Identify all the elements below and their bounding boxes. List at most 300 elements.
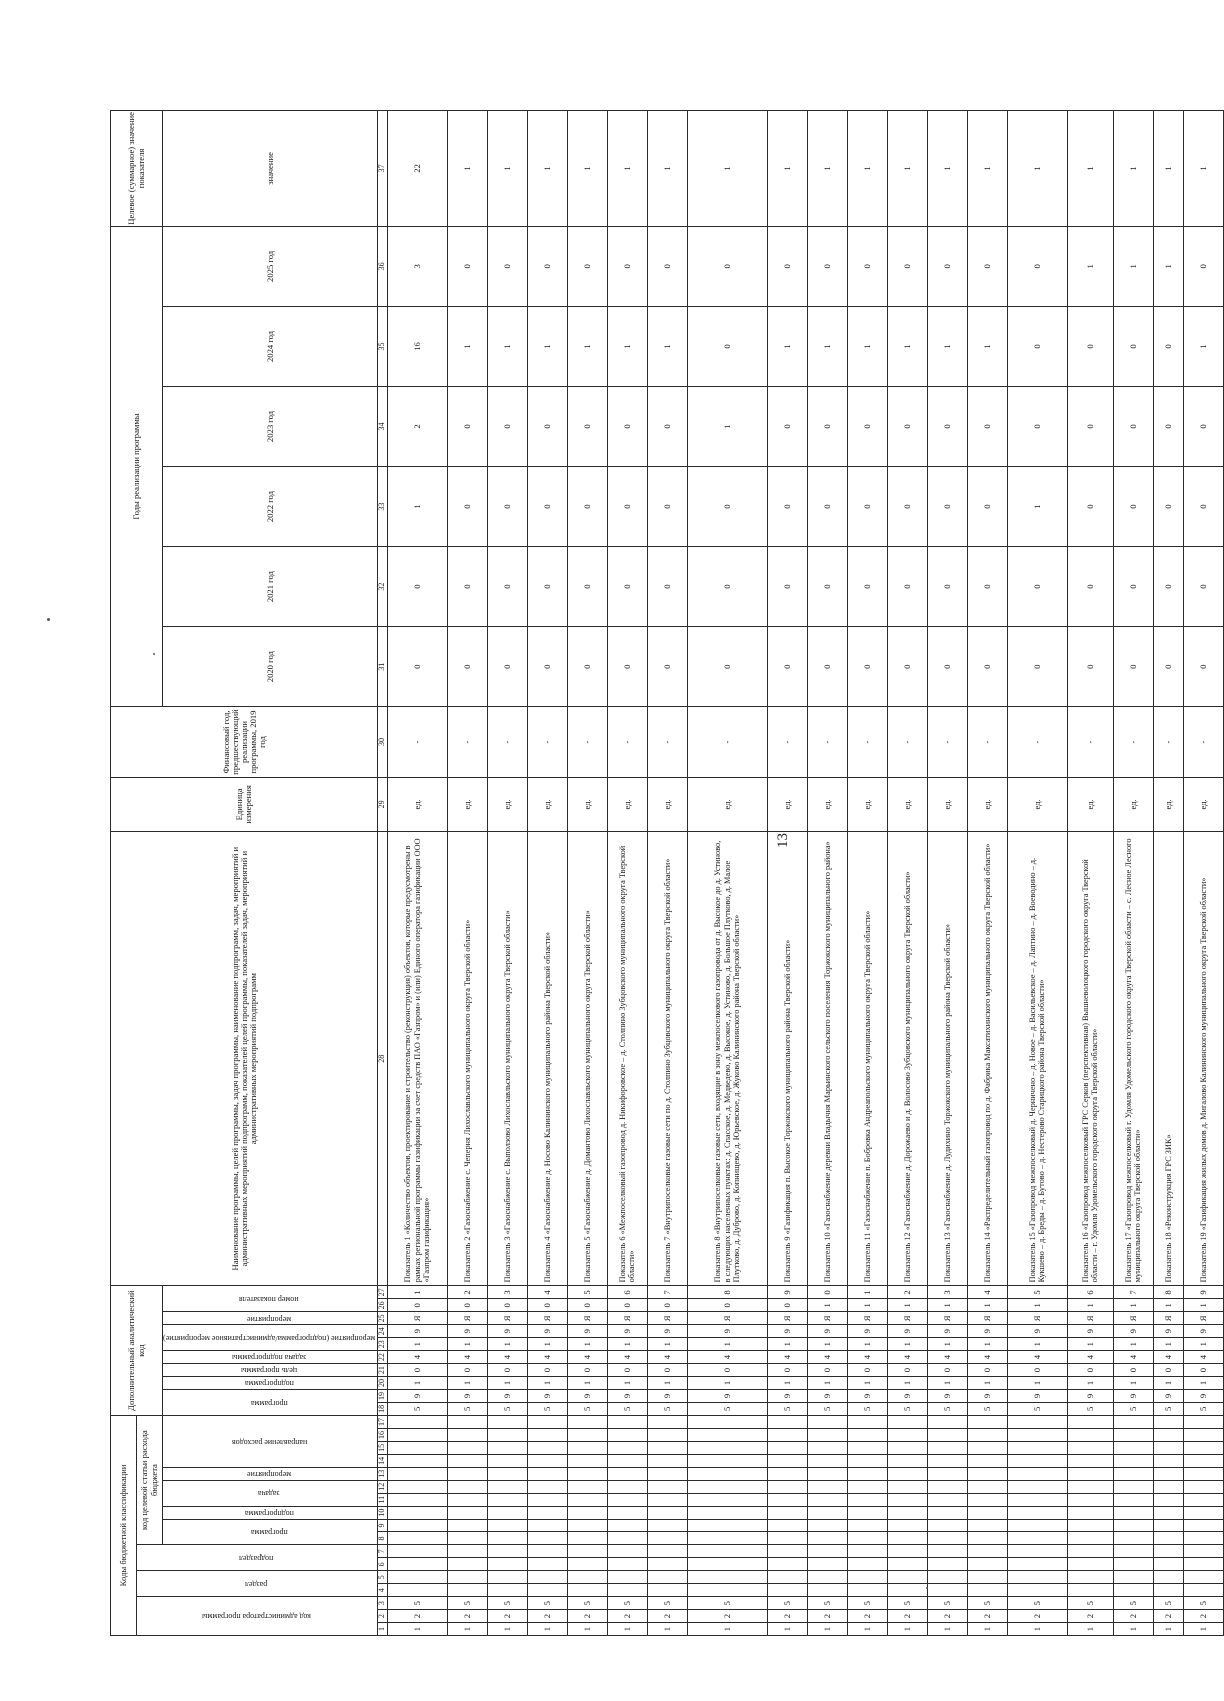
extra-code-digit: 5: [687, 1402, 767, 1415]
year-value-cell: 0: [607, 387, 647, 467]
extra-code-digit: 1: [1183, 1338, 1223, 1351]
extra-code-digit: 0: [807, 1286, 847, 1299]
target-total-cell: 22: [387, 111, 447, 227]
empty-code-cell: [847, 1532, 887, 1545]
extra-code-digit: 1: [527, 1377, 567, 1390]
extra-code-digit: 0: [687, 1364, 767, 1377]
empty-code-cell: [487, 1415, 527, 1428]
admin-code-digit: 5: [1067, 1597, 1113, 1610]
admin-code-digit: 2: [567, 1610, 607, 1623]
empty-code-cell: [687, 1467, 767, 1480]
target-total-cell: 1: [1153, 111, 1183, 227]
empty-code-cell: [807, 1584, 847, 1597]
empty-code-cell: [1183, 1519, 1223, 1532]
year-2020-header: 2020 год: [163, 627, 378, 707]
extra-code-digit: 5: [887, 1402, 927, 1415]
empty-code-cell: [487, 1429, 527, 1442]
extra-code-digit: 1: [687, 1338, 767, 1351]
column-number: 27: [378, 1286, 387, 1299]
year-value-cell: 0: [1183, 547, 1223, 627]
year-value-cell: 0: [887, 387, 927, 467]
target-total-cell: 1: [1113, 111, 1153, 227]
target-total-cell: 1: [1067, 111, 1113, 227]
base-year-cell: -: [927, 707, 967, 778]
extra-code-digit: 5: [847, 1402, 887, 1415]
column-number: 18: [378, 1402, 387, 1415]
empty-code-cell: [647, 1480, 687, 1493]
unit-cell: ед.: [1113, 777, 1153, 831]
empty-code-cell: [807, 1467, 847, 1480]
column-number: 29: [378, 777, 387, 831]
empty-code-cell: [767, 1415, 807, 1428]
indicator-name: Показатель 15 «Газопровод межпоселковый д. Черничено – д. Новое – д. Васильевское – д. Лаптино – д. Воеводино – д. Кукшево – д. Бреды – д. Бутово – д. Нестерово Старицкого района Тверской области»: [1007, 831, 1067, 1285]
empty-code-cell: [927, 1480, 967, 1493]
extra-code-digit: 9: [767, 1286, 807, 1299]
empty-code-cell: [527, 1467, 567, 1480]
unit-cell: ед.: [847, 777, 887, 831]
empty-code-cell: [927, 1558, 967, 1571]
empty-code-cell: [1067, 1506, 1113, 1519]
extra-code-digit: 5: [1153, 1402, 1183, 1415]
year-value-cell: 1: [1153, 226, 1183, 306]
year-value-cell: 0: [1153, 547, 1183, 627]
empty-code-cell: [387, 1545, 447, 1558]
extra-code-digit: 1: [1007, 1377, 1067, 1390]
empty-code-cell: [807, 1480, 847, 1493]
year-value-cell: 0: [767, 627, 807, 707]
empty-code-cell: [927, 1429, 967, 1442]
extra-code-digit: 4: [767, 1351, 807, 1364]
year-value-cell: 1: [647, 306, 687, 386]
empty-code-cell: [1007, 1480, 1067, 1493]
extra-code-digit: 9: [767, 1389, 807, 1402]
empty-code-cell: [1153, 1545, 1183, 1558]
empty-code-cell: [807, 1571, 847, 1584]
year-value-cell: 0: [767, 467, 807, 547]
extra-code-digit: 9: [1183, 1389, 1223, 1402]
empty-code-cell: [487, 1506, 527, 1519]
empty-code-cell: [1067, 1493, 1113, 1506]
empty-code-cell: [387, 1506, 447, 1519]
extra-code-digit: 4: [487, 1351, 527, 1364]
extra-code-digit: 5: [1113, 1402, 1153, 1415]
year-value-cell: 0: [967, 467, 1007, 547]
extra-code-digit: 0: [927, 1364, 967, 1377]
year-value-cell: 3: [387, 226, 447, 306]
empty-code-cell: [567, 1532, 607, 1545]
empty-code-cell: [1007, 1441, 1067, 1454]
extra-code-digit: 4: [1007, 1351, 1067, 1364]
year-value-cell: 16: [387, 306, 447, 386]
year-value-cell: 0: [1183, 627, 1223, 707]
indicator-row: [1153, 111, 1183, 1636]
empty-code-cell: [687, 1493, 767, 1506]
empty-code-cell: [1007, 1415, 1067, 1428]
column-number: 30: [378, 707, 387, 778]
empty-code-cell: [887, 1519, 927, 1532]
admin-code-digit: 1: [927, 1623, 967, 1636]
extra-code-digit: 9: [767, 1325, 807, 1338]
empty-code-cell: [847, 1545, 887, 1558]
empty-code-cell: [1153, 1519, 1183, 1532]
extra-code-digit: 5: [527, 1402, 567, 1415]
admin-code-digit: 2: [847, 1610, 887, 1623]
extra-code-digit: 9: [1183, 1286, 1223, 1299]
empty-code-cell: [447, 1429, 487, 1442]
extra-code-digit: 3: [927, 1286, 967, 1299]
year-value-cell: 0: [687, 306, 767, 386]
admin-code-digit: 2: [607, 1610, 647, 1623]
extra-code-digit: 9: [387, 1325, 447, 1338]
year-value-cell: 1: [527, 306, 567, 386]
empty-code-cell: [767, 1441, 807, 1454]
extra-code-digit: Я: [447, 1312, 487, 1325]
year-value-cell: 0: [1153, 467, 1183, 547]
empty-code-cell: [487, 1441, 527, 1454]
empty-code-cell: [647, 1467, 687, 1480]
indicator-row: [927, 111, 967, 1636]
column-number: 31: [378, 627, 387, 707]
empty-code-cell: [567, 1506, 607, 1519]
column-number: 19: [378, 1389, 387, 1402]
year-value-cell: 0: [527, 467, 567, 547]
base-year-cell: -: [1007, 707, 1067, 778]
unit-cell: ед.: [1153, 777, 1183, 831]
extra-code-digit: 9: [887, 1389, 927, 1402]
empty-code-cell: [1153, 1493, 1183, 1506]
year-value-cell: 1: [447, 306, 487, 386]
unit-cell: ед.: [447, 777, 487, 831]
admin-code-digit: 5: [767, 1597, 807, 1610]
admin-code-digit: 2: [447, 1610, 487, 1623]
empty-code-cell: [807, 1441, 847, 1454]
extra-code-digit: 1: [447, 1377, 487, 1390]
empty-code-cell: [1067, 1532, 1113, 1545]
extra-code-digit: 2: [887, 1286, 927, 1299]
year-2025-header: 2025 год: [163, 226, 378, 306]
extra-code-digit: 9: [607, 1389, 647, 1402]
empty-code-cell: [1113, 1532, 1153, 1545]
indicator-row: [487, 111, 527, 1636]
extra-code-digit: 2: [447, 1286, 487, 1299]
extra-code-digit: 0: [767, 1364, 807, 1377]
extra-code-digit: 0: [1183, 1364, 1223, 1377]
extra-code-digit: 1: [887, 1377, 927, 1390]
empty-code-cell: [687, 1584, 767, 1597]
empty-code-cell: [647, 1415, 687, 1428]
admin-code-digit: 5: [887, 1597, 927, 1610]
admin-code-digit: 1: [527, 1623, 567, 1636]
extra-code-digit: 8: [1153, 1286, 1183, 1299]
base-year-cell: -: [967, 707, 1007, 778]
column-number: 21: [378, 1364, 387, 1377]
year-value-cell: 0: [487, 467, 527, 547]
empty-code-cell: [447, 1519, 487, 1532]
extra-code-digit: 1: [967, 1338, 1007, 1351]
year-value-cell: 0: [1153, 627, 1183, 707]
empty-code-cell: [567, 1584, 607, 1597]
column-number: 16: [378, 1429, 387, 1442]
unit-cell: ед.: [527, 777, 567, 831]
year-value-cell: 0: [887, 226, 927, 306]
indicator-name: Показатель 3 «Газоснабжение с. Выползово Лихославльского муниципального округа Тверской области»: [487, 831, 527, 1285]
year-value-cell: 1: [847, 306, 887, 386]
column-number: 36: [378, 226, 387, 306]
extra-code-digit: 7: [647, 1286, 687, 1299]
base-year-cell: -: [887, 707, 927, 778]
base-year-cell: -: [687, 707, 767, 778]
empty-code-cell: [487, 1480, 527, 1493]
empty-code-cell: [887, 1545, 927, 1558]
empty-code-cell: [567, 1480, 607, 1493]
subprogram-code-header: подпрограмма: [163, 1506, 378, 1519]
unit-cell: ед.: [567, 777, 607, 831]
empty-code-cell: [447, 1584, 487, 1597]
column-number: 8: [378, 1532, 387, 1545]
year-value-cell: 0: [647, 627, 687, 707]
empty-code-cell: [1067, 1584, 1113, 1597]
extra-code-digit: 0: [607, 1364, 647, 1377]
unit-cell: ед.: [607, 777, 647, 831]
admin-code-digit: 1: [447, 1623, 487, 1636]
year-2024-header: 2024 год: [163, 306, 378, 386]
empty-code-cell: [1007, 1571, 1067, 1584]
empty-code-cell: [1007, 1493, 1067, 1506]
empty-code-cell: [607, 1454, 647, 1467]
extra-code-digit: 1: [487, 1338, 527, 1351]
extra-code-digit: 5: [1183, 1402, 1223, 1415]
column-number: 14: [378, 1454, 387, 1467]
year-value-cell: 0: [1113, 306, 1153, 386]
empty-code-cell: [527, 1493, 567, 1506]
empty-code-cell: [807, 1532, 847, 1545]
empty-code-cell: [1183, 1584, 1223, 1597]
year-value-cell: 0: [487, 627, 527, 707]
scan-speck: [153, 653, 155, 655]
empty-code-cell: [647, 1545, 687, 1558]
year-value-cell: 0: [1153, 306, 1183, 386]
year-value-cell: 0: [647, 467, 687, 547]
year-value-cell: 1: [1067, 226, 1113, 306]
year-value-cell: 0: [847, 226, 887, 306]
indicator-row: [807, 111, 847, 1636]
empty-code-cell: [887, 1506, 927, 1519]
extra-code-digit: Я: [1067, 1312, 1113, 1325]
extra-code-digit: 5: [607, 1402, 647, 1415]
indicator-name: Показатель 13 «Газоснабжение д. Лудихино Торжокского муниципального района Тверской области»: [927, 831, 967, 1285]
empty-code-cell: [1007, 1467, 1067, 1480]
target-total-cell: 1: [487, 111, 527, 227]
admin-code-digit: 5: [1007, 1597, 1067, 1610]
extra-code-digit: 1: [847, 1286, 887, 1299]
year-value-cell: 0: [687, 467, 767, 547]
admin-code-digit: 1: [567, 1623, 607, 1636]
year-value-cell: 0: [847, 467, 887, 547]
empty-code-cell: [567, 1545, 607, 1558]
empty-code-cell: [647, 1571, 687, 1584]
empty-code-cell: [1153, 1571, 1183, 1584]
empty-code-cell: [1153, 1429, 1183, 1442]
extra-code-digit: 1: [387, 1377, 447, 1390]
target-total-cell: 1: [767, 111, 807, 227]
extra-code-digit: 1: [807, 1299, 847, 1312]
empty-code-cell: [1183, 1493, 1223, 1506]
base-year-cell: -: [527, 707, 567, 778]
empty-code-cell: [567, 1441, 607, 1454]
year-2023-header: 2023 год: [163, 387, 378, 467]
empty-code-cell: [807, 1415, 847, 1428]
empty-code-cell: [607, 1415, 647, 1428]
base-year-cell: -: [1153, 707, 1183, 778]
year-value-cell: 0: [647, 387, 687, 467]
indicator-row: [1007, 111, 1067, 1636]
year-value-cell: 0: [847, 387, 887, 467]
extra-code-digit: 0: [567, 1364, 607, 1377]
target-total-cell: 1: [447, 111, 487, 227]
indicator-row: [527, 111, 567, 1636]
extra-code-digit: Я: [887, 1312, 927, 1325]
extra-code-digit: 0: [1153, 1364, 1183, 1377]
admin-code-digit: 2: [1153, 1610, 1183, 1623]
target-total-cell: 1: [567, 111, 607, 227]
year-value-cell: 0: [487, 547, 527, 627]
empty-code-cell: [767, 1584, 807, 1597]
target-total-cell: 1: [687, 111, 767, 227]
extra-code-digit: 5: [967, 1402, 1007, 1415]
empty-code-cell: [1007, 1532, 1067, 1545]
indicator-name: Показатель 16 «Газопровод межпоселковый ГРС Серков (перспективная) Вышневолоцкого городского округа Тверской области – г. Удомля Удомельского городского округа Тверской области»: [1067, 831, 1113, 1285]
extra-code-digit: 0: [1113, 1364, 1153, 1377]
admin-code-digit: 2: [967, 1610, 1007, 1623]
empty-code-cell: [1113, 1506, 1153, 1519]
extra-code-digit: 1: [967, 1299, 1007, 1312]
admin-code-digit: 5: [1153, 1597, 1183, 1610]
empty-code-cell: [1007, 1454, 1067, 1467]
admin-code-digit: 2: [487, 1610, 527, 1623]
year-value-cell: 0: [567, 226, 607, 306]
target-total-cell: 1: [807, 111, 847, 227]
empty-code-cell: [1067, 1519, 1113, 1532]
admin-code-digit: 5: [567, 1597, 607, 1610]
extra-code-digit: 1: [887, 1299, 927, 1312]
empty-code-cell: [887, 1441, 927, 1454]
extra-code-digit: 4: [847, 1351, 887, 1364]
indicator-row: [567, 111, 607, 1636]
extra-code-digit: 4: [967, 1286, 1007, 1299]
empty-code-cell: [967, 1519, 1007, 1532]
empty-code-cell: [607, 1429, 647, 1442]
admin-code-digit: 5: [607, 1597, 647, 1610]
column-number: 25: [378, 1312, 387, 1325]
page-number: 13: [775, 833, 791, 848]
x-indicator-number-header: номер показателя: [163, 1286, 378, 1312]
empty-code-cell: [527, 1519, 567, 1532]
indicator-row: [1183, 111, 1223, 1636]
column-number: 23: [378, 1338, 387, 1351]
year-value-cell: 0: [1113, 467, 1153, 547]
indicator-name: Показатель 1 «Количество объектов, проектирование и строительство (реконструкция) объектов, которые предусмотрены в рамках региональной программы газификации за счет средств ПАО «Газпром» и (или) Единого оператора газификации ООО «Газпром газификация»: [387, 831, 447, 1285]
indicator-name: Показатель 19 «Газификация жилых домов д. Мигалово Калининского муниципального округа Тверской области»: [1183, 831, 1223, 1285]
empty-code-cell: [447, 1415, 487, 1428]
extra-code-digit: Я: [1183, 1312, 1223, 1325]
empty-code-cell: [567, 1429, 607, 1442]
unit-cell: ед.: [387, 777, 447, 831]
indicator-name: Показатель 11 «Газоснабжение п. Бобровка Андреапольского муниципального округа Тверской области»: [847, 831, 887, 1285]
target-total-cell: 1: [927, 111, 967, 227]
extra-code-digit: 1: [887, 1338, 927, 1351]
empty-code-cell: [967, 1584, 1007, 1597]
empty-code-cell: [807, 1519, 847, 1532]
year-value-cell: 0: [807, 627, 847, 707]
empty-code-cell: [1183, 1415, 1223, 1428]
year-value-cell: 0: [807, 226, 847, 306]
admin-code-digit: 1: [887, 1623, 927, 1636]
extra-code-digit: 1: [1153, 1377, 1183, 1390]
year-value-cell: 0: [527, 627, 567, 707]
empty-code-cell: [447, 1493, 487, 1506]
extra-code-digit: 9: [687, 1389, 767, 1402]
year-value-cell: 0: [607, 467, 647, 547]
year-value-cell: 0: [447, 226, 487, 306]
empty-code-cell: [847, 1415, 887, 1428]
admin-code-digit: 5: [687, 1597, 767, 1610]
column-number: 17: [378, 1415, 387, 1428]
empty-code-cell: [1183, 1429, 1223, 1442]
column-number: 26: [378, 1299, 387, 1312]
base-year-cell: -: [447, 707, 487, 778]
admin-code-digit: 1: [1153, 1623, 1183, 1636]
extra-code-digit: 9: [967, 1325, 1007, 1338]
extra-code-digit: 0: [647, 1299, 687, 1312]
extra-code-digit: 7: [1113, 1286, 1153, 1299]
empty-code-cell: [1113, 1415, 1153, 1428]
unit-cell: ед.: [687, 777, 767, 831]
admin-code-digit: 5: [647, 1597, 687, 1610]
year-value-cell: 0: [567, 467, 607, 547]
unit-cell: ед.: [807, 777, 847, 831]
empty-code-cell: [687, 1480, 767, 1493]
admin-code-digit: 2: [767, 1610, 807, 1623]
indicator-name: Показатель 9 «Газификация п. Высокое Торжокского муниципального района Тверской области»: [767, 831, 807, 1285]
indicator-row: [847, 111, 887, 1636]
year-value-cell: 1: [1183, 306, 1223, 386]
x-activity-header: мероприятие (подпрограмма/административное мероприятие): [163, 1325, 378, 1351]
admin-code-digit: 1: [1113, 1623, 1153, 1636]
year-value-cell: 0: [807, 467, 847, 547]
indicator-name: Показатель 18 «Реконструкция ГРС ЗИК»: [1153, 831, 1183, 1285]
base-year-cell: -: [807, 707, 847, 778]
empty-code-cell: [967, 1532, 1007, 1545]
empty-code-cell: [527, 1506, 567, 1519]
empty-code-cell: [1113, 1493, 1153, 1506]
empty-code-cell: [387, 1441, 447, 1454]
year-value-cell: 1: [687, 387, 767, 467]
empty-code-cell: [487, 1454, 527, 1467]
year-value-cell: 0: [967, 627, 1007, 707]
extra-code-digit: 9: [847, 1325, 887, 1338]
extra-code-digit: 9: [807, 1389, 847, 1402]
empty-code-cell: [927, 1584, 967, 1597]
empty-code-cell: [807, 1429, 847, 1442]
year-value-cell: 0: [1067, 387, 1113, 467]
extra-code-digit: 4: [567, 1351, 607, 1364]
indicator-name: Показатель 6 «Межпоселковый газопровод д. Никифоровское – д. Столпино Зубцовского муниципального округа Тверской области»: [607, 831, 647, 1285]
admin-code-digit: 5: [967, 1597, 1007, 1610]
admin-code-digit: 2: [647, 1610, 687, 1623]
admin-code-digit: 1: [607, 1623, 647, 1636]
empty-code-cell: [967, 1429, 1007, 1442]
empty-code-cell: [1067, 1415, 1113, 1428]
